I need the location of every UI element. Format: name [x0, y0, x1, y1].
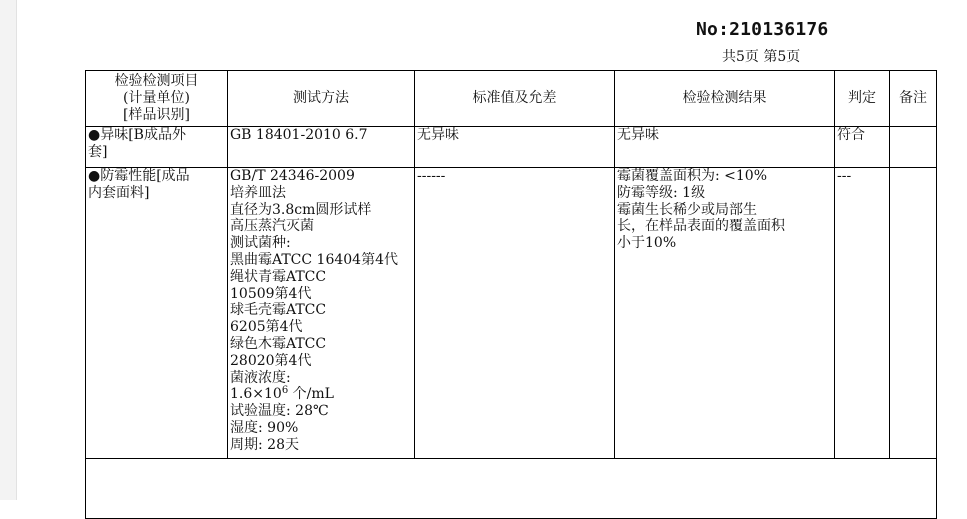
- method-line: 试验温度: 28℃: [230, 403, 329, 420]
- result-line: 霉菌生长稀少或局部生: [617, 201, 757, 218]
- result-line: 无异味: [617, 127, 659, 143]
- method-line: GB/T 24346-2009: [230, 168, 355, 184]
- method-line: 测试菌种:: [230, 235, 291, 252]
- header-standard: 标准值及允差: [415, 71, 615, 127]
- result-line: 防霉等级: 1级: [617, 184, 706, 201]
- header-remarks: 备注: [890, 71, 937, 127]
- table-row: [86, 168, 937, 459]
- standard-cell: ------: [415, 168, 615, 459]
- method-line: 高压蒸汽灭菌: [230, 218, 314, 235]
- header-item-line: (计量单位): [123, 90, 190, 107]
- method-line: 28020第4代: [230, 352, 312, 369]
- viewer-left-edge: [0, 0, 17, 500]
- method-cell: [228, 127, 415, 168]
- blank-cell: [86, 459, 937, 519]
- method-line: 培养皿法: [230, 184, 286, 201]
- item-cell: [86, 127, 228, 168]
- item-line: ●防霉性能[成品: [88, 168, 190, 184]
- result-line: 霉菌覆盖面积为: <10%: [617, 168, 768, 184]
- item-line: 套]: [88, 143, 108, 160]
- method-line: 直径为3.8cm圆形试样: [230, 201, 372, 218]
- concentration-base: 1.6×10: [230, 386, 282, 403]
- method-line: 绿色木霉ATCC: [230, 335, 327, 352]
- method-line: 菌液浓度:: [230, 369, 291, 386]
- method-line: 绳状青霉ATCC: [230, 268, 327, 285]
- header-item-line: 检验检测项目: [114, 73, 199, 90]
- result-line: 小于10%: [617, 235, 677, 252]
- method-line: 6205第4代: [230, 319, 303, 336]
- header-item: [86, 71, 228, 127]
- page-indicator: 共5页 第5页: [722, 49, 801, 65]
- result-cell: [615, 168, 835, 459]
- method-line: GB 18401-2010 6.7: [230, 127, 368, 143]
- method-line: 周期: 28天: [230, 436, 299, 453]
- item-cell: [86, 168, 228, 459]
- table-row: [86, 127, 937, 168]
- judgment-cell: ---: [835, 168, 890, 459]
- concentration-exponent: 6: [281, 385, 289, 397]
- result-cell: [615, 127, 835, 168]
- concentration-line: [230, 386, 412, 403]
- header-result: 检验检测结果: [615, 71, 835, 127]
- judgment-cell: 符合: [835, 127, 890, 168]
- concentration-unit: 个/mL: [288, 386, 334, 403]
- blank-table-row: [86, 459, 937, 519]
- method-cell: [228, 168, 415, 459]
- header-item-line: [样品识别]: [123, 106, 190, 123]
- remarks-cell: [890, 168, 937, 459]
- report-number: No:210136176: [696, 19, 829, 40]
- header-method: 测试方法: [228, 71, 415, 127]
- method-line: 湿度: 90%: [230, 419, 299, 436]
- remarks-cell: [890, 127, 937, 168]
- item-line: 内套面料]: [88, 184, 150, 201]
- method-line: 球毛壳霉ATCC: [230, 302, 327, 319]
- item-line: ●异味[B成品外: [88, 127, 186, 143]
- result-line: 长，在样品表面的覆盖面积: [617, 218, 785, 235]
- test-results-table: [85, 70, 937, 519]
- standard-cell: 无异味: [415, 127, 615, 168]
- method-line: 黑曲霉ATCC 16404第4代: [230, 251, 398, 268]
- table-header-row: [86, 71, 937, 127]
- method-line: 10509第4代: [230, 285, 312, 302]
- header-judgment: 判定: [835, 71, 890, 127]
